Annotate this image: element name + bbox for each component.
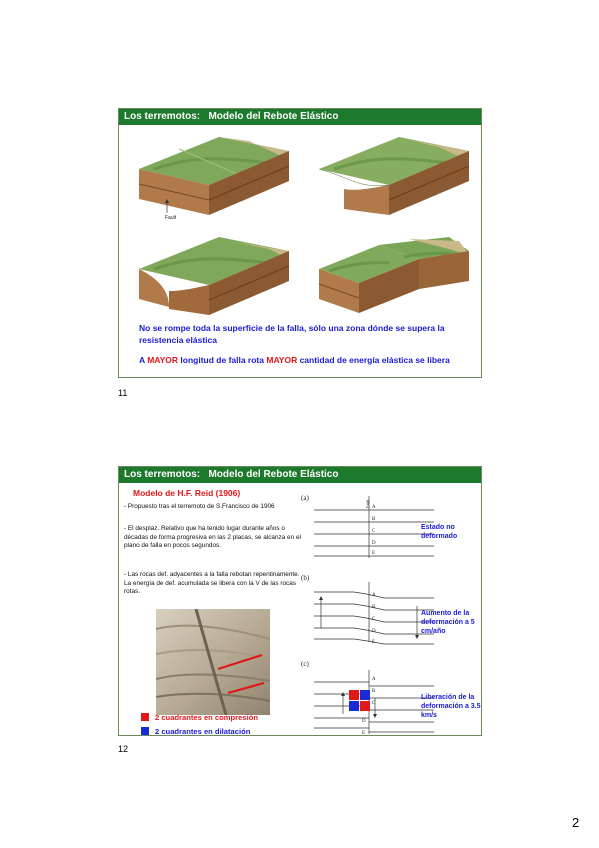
fault-offset-photo <box>156 609 270 715</box>
legend-label: 2 cuadrantes en compresión <box>155 713 258 722</box>
bullet-3: - Las rocas def. adyacentes a la falla rebotan repentinamente. La energía de def. acumulada se libera con la V de las rocas rotas. <box>124 571 300 596</box>
line-letter-a: A <box>372 677 376 682</box>
fault-block-diagram-ruptured <box>309 229 474 324</box>
line-letter-e: E <box>372 551 376 556</box>
label-strain-release: Liberación de la deformación a 3.5 km/s <box>421 694 481 719</box>
slide-number: 12 <box>118 744 129 754</box>
line-letter-c: C <box>372 617 376 622</box>
slide-11 <box>118 108 482 378</box>
page-number: 2 <box>572 815 580 830</box>
slide-12 <box>118 466 482 736</box>
fault-block-diagram-intact <box>129 129 294 224</box>
line-letter-a: A <box>372 505 376 510</box>
line-letter-b: B <box>372 517 376 522</box>
rupture-explanation: No se rompe toda la superficie de la falla, sólo una zona dónde se supera la resistencia elástica <box>139 323 445 345</box>
bullet-2: - El desplaz. Relativo que ha tenido lugar durante años o décadas de forma progresiva en las 2 placas, se alcanza en el plano de falla en pocos segundos. <box>124 525 301 550</box>
compression-swatch <box>141 713 149 721</box>
dilatation-swatch <box>141 727 149 735</box>
energy-statement <box>139 355 475 365</box>
fault-block-diagram-strained <box>309 129 474 224</box>
label-undeformed: Estado no deformado <box>421 524 458 540</box>
fault-text: Fault <box>365 499 370 508</box>
slide-number: 11 <box>118 388 128 398</box>
panel-tag: (c) <box>301 660 309 668</box>
fault-label: Fault <box>165 215 177 221</box>
line-letter-e: E <box>372 640 376 645</box>
energy-emphasis: MAYOR <box>266 355 298 365</box>
line-letter-b: B <box>372 605 376 610</box>
bullet-1: - Propuesto tras el terremoto de S.Francisco de 1906 <box>124 503 275 510</box>
panel-tag: (b) <box>301 574 310 582</box>
line-letter-c: C <box>372 529 376 534</box>
line-letter-c: C <box>372 701 376 706</box>
line-letter-d: D <box>362 719 366 724</box>
panel-tag: (a) <box>301 494 309 502</box>
line-letter-d: D <box>372 629 376 634</box>
line-letter-a: A <box>372 593 376 598</box>
legend-dilatation <box>141 727 250 736</box>
legend-label: 2 cuadrantes en dilatación <box>155 727 251 736</box>
slide-title: Los terremotos: Modelo del Rebote Elástico <box>119 467 481 483</box>
label-strain-accumulation: Aumento de la deformación a 5 cm/año <box>421 610 475 635</box>
energy-text-part: longitud de falla rota <box>178 355 267 365</box>
legend-compression <box>141 713 258 722</box>
line-letter-e: E <box>362 731 366 736</box>
energy-emphasis: MAYOR <box>147 355 179 365</box>
line-letter-b: B <box>372 689 376 694</box>
energy-text-part: cantidad de energía elástica se libera <box>297 355 450 365</box>
slide-subtitle: Modelo de H.F. Reid (1906) <box>133 488 241 498</box>
fault-block-diagram-strained-2 <box>129 229 294 324</box>
slide-title: Los terremotos: Modelo del Rebote Elástico <box>119 109 481 125</box>
energy-text-part: A <box>139 355 148 365</box>
line-letter-d: D <box>372 541 376 546</box>
